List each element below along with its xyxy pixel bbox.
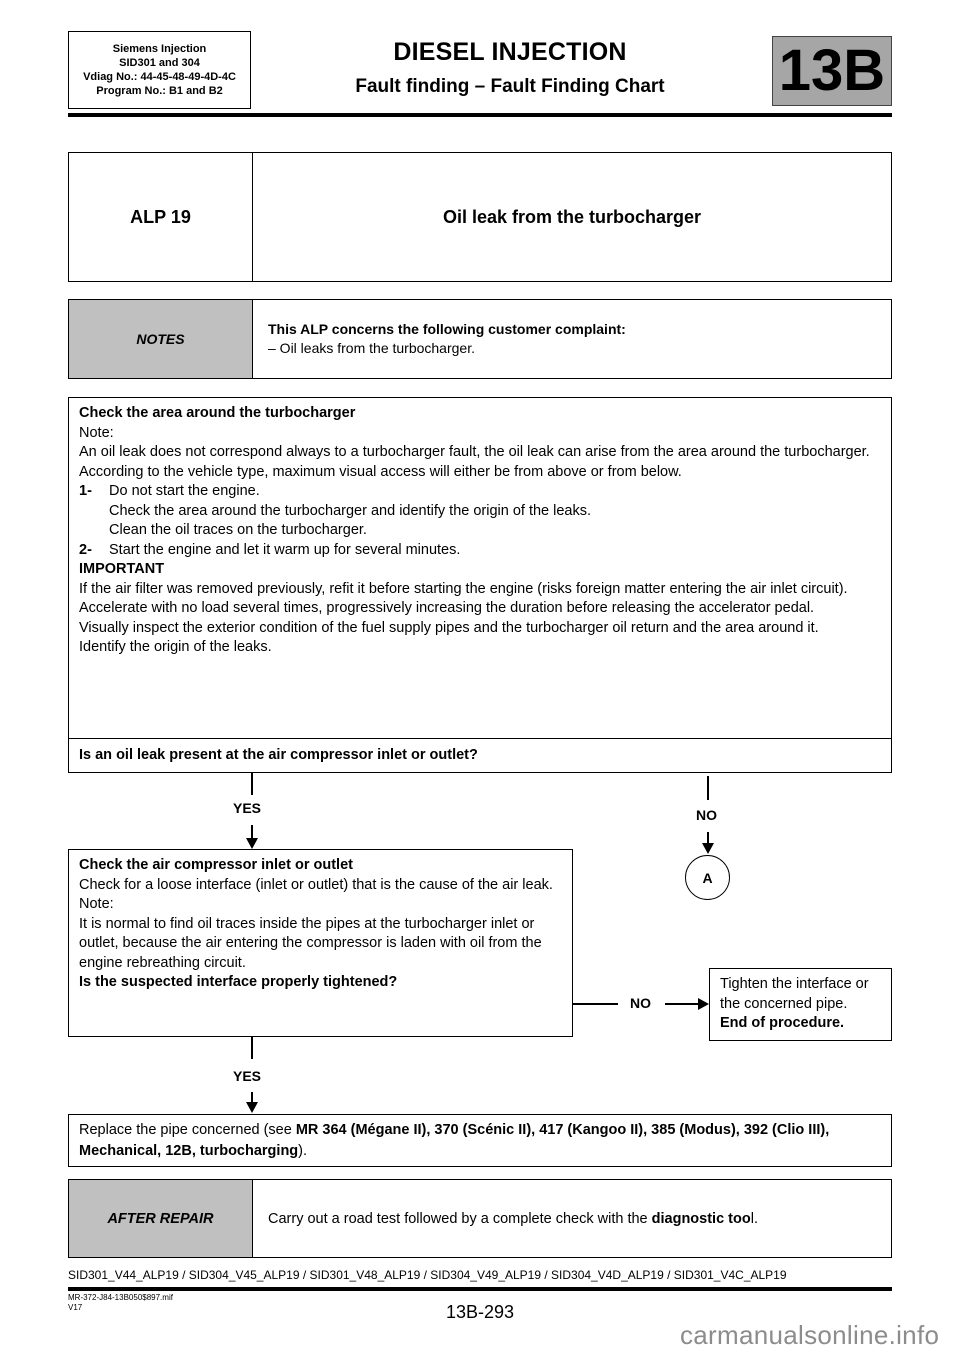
after-repair-text: Carry out a road test followed by a complete check with the	[268, 1210, 652, 1227]
no-label: NO	[630, 995, 651, 1011]
arrow-right-icon	[698, 998, 709, 1010]
alp-title-table	[68, 152, 892, 282]
connector-a-circle[interactable]: A	[685, 855, 730, 900]
step-check-compressor-box	[68, 849, 573, 1037]
notes-label: NOTES	[69, 300, 253, 378]
item-text: Do not start the engine.	[109, 483, 260, 499]
diagnostic-tool: diagnostic too	[651, 1210, 751, 1227]
step-item-1	[79, 482, 881, 502]
step-text: Check for a loose interface (inlet or outlet) that is the cause of the air leak.	[79, 876, 553, 893]
replace-prefix: Replace the pipe concerned (see	[79, 1122, 296, 1138]
connector-line	[573, 1003, 618, 1005]
arrow-down-icon	[246, 838, 258, 849]
no-label: NO	[696, 807, 717, 823]
connector-line	[251, 773, 253, 795]
note-label: Note:	[79, 424, 114, 441]
doc-id	[68, 1293, 173, 1313]
important-text: If the air filter was removed previously, refit it before starting the engine (risks foreign matter entering the air inlet circuit).	[79, 580, 848, 597]
replace-pipe-box	[68, 1114, 892, 1167]
note-text: It is normal to find oil traces inside the pipes at the turbocharger inlet or outlet, because the air entering the compressor is laden with oil from the	[79, 915, 542, 951]
doc-version: V17	[68, 1303, 83, 1312]
item-text: Start the engine and let it warm up for several minutes.	[109, 541, 461, 558]
step-heading: Check the area around the turbocharger	[79, 405, 356, 421]
connector-line	[251, 1037, 253, 1059]
connector-line	[665, 1003, 698, 1005]
item-number: 1-	[79, 483, 92, 499]
step-question: Is an oil leak present at the air compressor inlet or outlet?	[69, 738, 891, 771]
section-code-badge: 13B	[772, 36, 892, 106]
notes-item: – Oil leaks from the turbocharger.	[268, 340, 475, 356]
arrow-down-icon	[702, 843, 714, 854]
step-heading: Check the air compressor inlet or outlet	[79, 857, 353, 873]
end-of-procedure: End of procedure.	[720, 1015, 845, 1031]
connector-line	[707, 776, 709, 800]
step-check-area-body	[69, 398, 891, 738]
accelerate-text: Accelerate with no load several times, progressively increasing the duration before releasing the accelerator pedal.	[79, 600, 815, 616]
header-divider	[68, 113, 892, 117]
identify-text: Identify the origin of the leaks.	[79, 639, 272, 655]
after-repair-label: AFTER REPAIR	[69, 1180, 253, 1257]
notes-content	[253, 300, 891, 378]
footer-divider	[68, 1287, 892, 1291]
step-question: Is the suspected interface properly tightened?	[79, 974, 398, 990]
access-text: According to the vehicle type, maximum visual access will either be from above or from below.	[79, 463, 682, 480]
alp-id: ALP 19	[69, 153, 253, 281]
page-subtitle: Fault finding – Fault Finding Chart	[355, 76, 665, 97]
tighten-text: Tighten the interface or the concerned pipe.	[720, 976, 869, 1012]
info-line: Program No.: B1 and B2	[96, 85, 223, 97]
arrow-down-icon	[246, 1102, 258, 1113]
step-check-area-box	[68, 397, 892, 773]
note-label: Note:	[79, 896, 114, 912]
alp-references: SID301_V44_ALP19 / SID304_V45_ALP19 / SID301_V48_ALP19 / SID304_V49_ALP19 / SID304_V4D_ALP19 / SID301_V4C_ALP19	[68, 1268, 787, 1282]
info-line: Siemens Injection	[112, 43, 207, 55]
yes-label: YES	[233, 1068, 262, 1084]
after-repair-content	[253, 1180, 891, 1257]
after-repair-table	[68, 1179, 892, 1258]
notes-heading: This ALP concerns the following customer complaint:	[268, 321, 626, 337]
doc-file: MR-372-J84-13B050$897.mif	[68, 1293, 173, 1302]
connector-line	[251, 825, 253, 839]
replace-suffix: ).	[298, 1143, 308, 1159]
note-text: An oil leak does not correspond always to a turbocharger fault, the oil leak can arise from the area around the turbocharger.	[79, 444, 870, 460]
important-label: IMPORTANT	[79, 561, 165, 577]
info-line: Vdiag No.: 44-45-48-49-4D-4C	[83, 71, 236, 83]
tighten-interface-box	[709, 968, 892, 1041]
alp-title: Oil leak from the turbocharger	[442, 206, 702, 227]
note-text: engine rebreathing circuit.	[79, 954, 246, 971]
header-info-box	[68, 31, 251, 109]
notes-table	[68, 299, 892, 379]
info-line: SID301 and 304	[119, 57, 200, 69]
manual-reference[interactable]: MR 364 (Mégane II), 370 (Scénic II), 417 (Kangoo II), 385 (Modus), 392 (Clio III), Mechanical, 12B, turbocharging	[79, 1122, 830, 1159]
item-text: Check the area around the turbocharger and identify the origin of the leaks.	[109, 502, 592, 519]
item-text: Clean the oil traces on the turbocharger.	[109, 522, 367, 538]
step-item-2	[79, 541, 881, 561]
page-title: DIESEL INJECTION	[393, 38, 627, 66]
page-number: 13B-293	[445, 1302, 515, 1322]
yes-label: YES	[233, 800, 262, 816]
item-number: 2-	[79, 541, 92, 558]
after-repair-end: l.	[750, 1210, 758, 1227]
inspect-text: Visually inspect the exterior condition of the fuel supply pipes and the turbocharger oil return and the area around it.	[79, 619, 819, 636]
watermark: carmanualsonline.info	[680, 1320, 940, 1350]
